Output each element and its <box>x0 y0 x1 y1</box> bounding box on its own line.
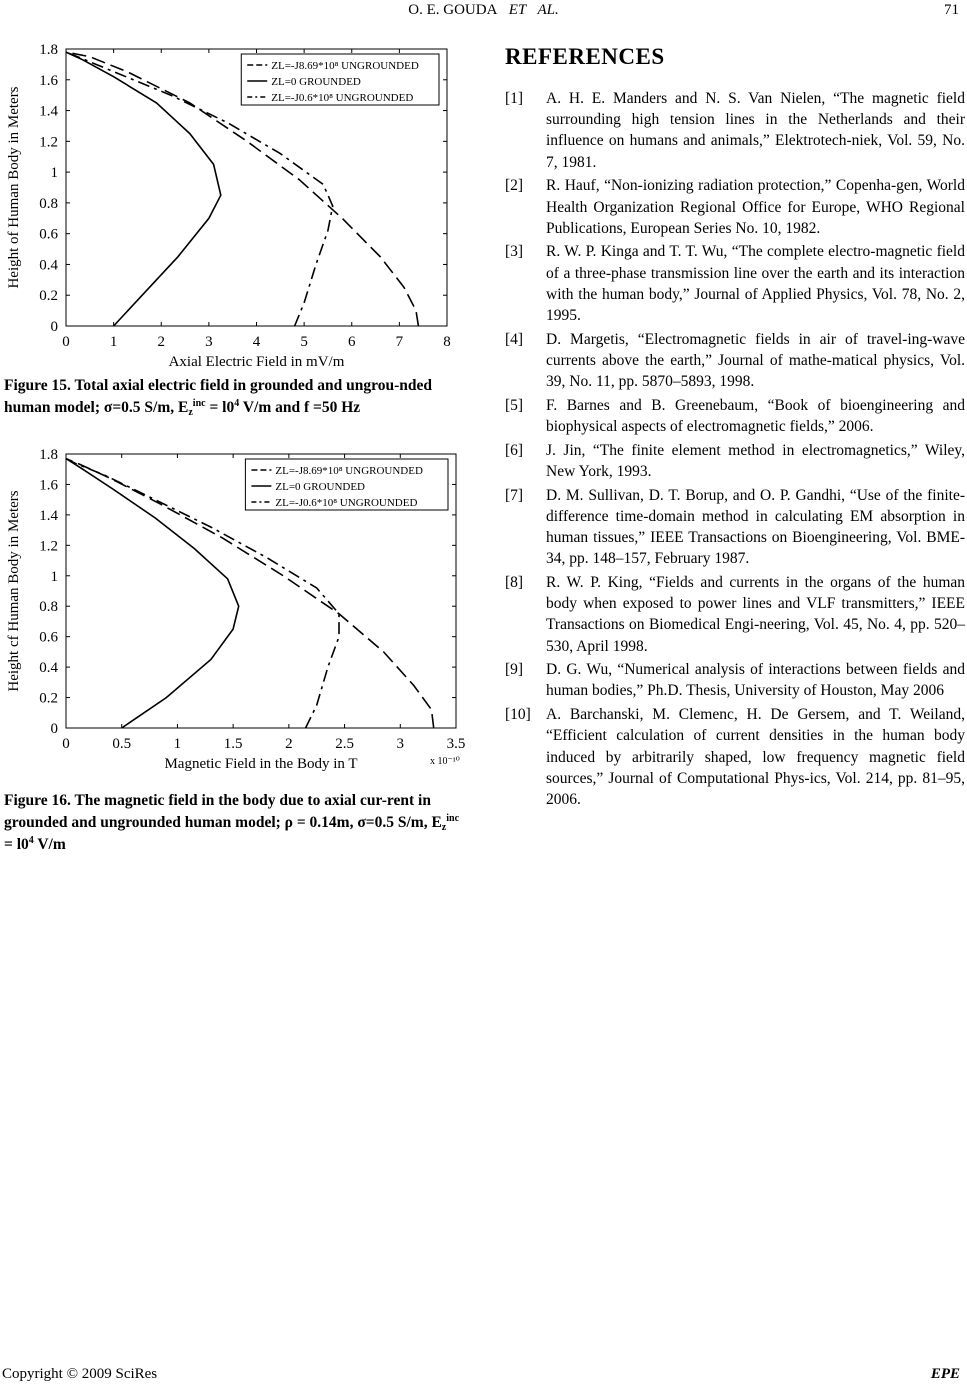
reference-text: A. Barchanski, M. Clemenc, H. De Gersem, and T. Weiland, “Efficient calculation of current densities in the human body induced by arbitrarily shaped, low frequency magnetic field sources,” Journal of Computational Phys-ics, Vol. 214, pp. 81–95, 2006. <box>546 706 965 808</box>
x-tick-label: 1.5 <box>223 736 243 752</box>
y-tick-label: 1.8 <box>39 447 58 463</box>
x-tick-label: 0.5 <box>112 736 132 752</box>
x-tick-label: 2 <box>285 736 293 752</box>
journal-abbrev: EPE <box>930 1366 960 1382</box>
y-tick-label: 0.8 <box>39 195 58 212</box>
x-tick-label: 3 <box>396 736 405 752</box>
reference-text: D. G. Wu, “Numerical analysis of interactions between fields and human bodies,” Ph.D. Thesis, University of Houston, May 2006 <box>546 661 965 700</box>
reference-item <box>505 572 965 657</box>
reference-text: R. Hauf, “Non-ionizing radiation protection,” Copenha-gen, World Health Organization Regional Office for Europe, WHO Regional Publications, European Series No. 10, 1982. <box>546 177 965 237</box>
reference-number: [3] <box>505 243 524 261</box>
legend-entry: ZL=0 GROUNDED <box>271 76 361 88</box>
page-header <box>0 2 967 22</box>
reference-item <box>505 88 965 173</box>
figure-15-plot <box>4 40 466 370</box>
x-tick-label: 2.5 <box>335 736 354 752</box>
references-heading: REFERENCES <box>505 44 665 69</box>
copyright-text: Copyright © 2009 SciRes <box>2 1366 158 1382</box>
x-tick-label: 6 <box>348 334 356 350</box>
y-tick-label: 1.4 <box>39 103 58 120</box>
figure-16-chart <box>4 440 466 780</box>
reference-item <box>505 485 965 570</box>
reference-text: D. Margetis, “Electromagnetic fields in air of travel-ing-wave currents above the earth,” Journal of mathe-matical physics, Vol. 39, No. 11, pp. 5870–5893, 1998. <box>546 330 965 391</box>
x-tick-label: 1 <box>109 334 118 350</box>
figure-16-caption: Figure 16. The magnetic field in the body due to axial cur-rent in grounded and ungrounded human model; ρ = 0.14m, σ=0.5 S/m, $E_z^{inc} = l0^4$ V/m <box>4 792 460 853</box>
x-tick-label: 3.5 <box>446 736 466 752</box>
reference-number: [4] <box>505 330 524 348</box>
y-tick-label: 1 <box>50 568 58 585</box>
reference-text: R. W. P. Kinga and T. T. Wu, “The complete electro-magnetic field of a three-phase transmission line over the earth and its interaction with the human body,” Journal of Applied Physics, Vol. 78, No. 2, 1995. <box>546 243 965 325</box>
y-tick-label: 1.4 <box>39 507 58 524</box>
x-tick-label: 8 <box>443 334 451 350</box>
reference-item <box>505 440 965 482</box>
reference-item <box>505 704 965 810</box>
x-tick-label: 1 <box>173 736 182 752</box>
reference-item <box>505 659 965 701</box>
y-tick-label: 0 <box>50 721 58 737</box>
y-tick-label: 0.2 <box>39 288 58 305</box>
x-tick-label: 5 <box>300 334 308 350</box>
y-tick-label: 0.4 <box>39 257 58 274</box>
et-text: ET <box>508 2 527 18</box>
reference-text: J. Jin, “The finite element method in electromagnetics,” Wiley, New York, 1993. <box>546 441 965 480</box>
x-axis-label: Magnetic Field in the Body in T <box>164 756 358 772</box>
x-multiplier-label: x 10⁻¹⁰ <box>430 756 460 767</box>
y-tick-label: 1.6 <box>39 72 58 89</box>
reference-text: A. H. E. Manders and N. S. Van Nielen, “The magnetic field surrounding high tension lines in the Netherlands and their influence on humans and animals,” Elektrotech-niek, Vol. 59, No. 7, 1981. <box>546 90 965 171</box>
reference-number: [2] <box>505 177 524 195</box>
reference-number: [6] <box>505 441 524 459</box>
author-names: O. E. GOUDA <box>408 2 498 18</box>
y-tick-label: 0.8 <box>39 599 58 616</box>
x-axis-label: Axial Electric Field in mV/m <box>168 354 345 370</box>
legend-entry: ZL=-J0.6*10⁸ UNGROUNDED <box>271 92 414 104</box>
figure-16-plot <box>4 440 466 780</box>
al-text: AL. <box>537 2 559 18</box>
reference-number: [9] <box>505 661 524 679</box>
y-tick-label: 0 <box>50 319 58 335</box>
references-list <box>505 88 965 813</box>
reference-text: R. W. P. King, “Fields and currents in the organs of the human body when exposed to power lines and VLF transmitters,” IEEE Transactions on Biomedical Engi-neering, Vol. 45, No. 4, pp. 520–530, April 1998. <box>546 573 965 655</box>
figure-15-caption: Figure 15. Total axial electric field in grounded and ungrou-nded human model; σ=0.5 S/m, $E_z^{inc} = l0^4$ V/m and f =50 Hz <box>4 377 433 418</box>
reference-text: F. Barnes and B. Greenebaum, “Book of bioengineering and biophysical aspects of electromagnetic fields,” 2006. <box>546 396 965 436</box>
y-tick-label: 1.2 <box>39 134 58 151</box>
reference-number: [5] <box>505 396 524 414</box>
y-tick-label: 0.4 <box>39 660 58 677</box>
x-tick-label: 0 <box>62 334 70 350</box>
y-tick-label: 0.6 <box>39 226 58 243</box>
series-line-solid <box>66 52 221 326</box>
reference-number: [8] <box>505 573 524 591</box>
reference-text: D. M. Sullivan, D. T. Borup, and O. P. Gandhi, “Use of the finite-difference time-domain method in calculating EM absorption in human tissues,” IEEE Transactions on Bioengineering, Vol. BME-34, pp. 148–157, February 1987. <box>546 486 965 568</box>
figure-15-chart <box>4 40 466 370</box>
reference-number: [10] <box>505 706 531 724</box>
x-tick-label: 4 <box>252 334 261 350</box>
y-tick-label: 1 <box>50 165 58 182</box>
x-tick-label: 7 <box>395 334 404 350</box>
running-head <box>0 2 967 19</box>
reference-item <box>505 175 965 239</box>
y-axis-label: Height cf Human Body in Meters <box>6 490 22 692</box>
page-footer <box>2 1366 962 1383</box>
y-tick-label: 0.6 <box>39 629 58 646</box>
y-tick-label: 0.2 <box>39 690 58 707</box>
y-tick-label: 1.2 <box>39 538 58 555</box>
x-tick-label: 3 <box>205 334 213 350</box>
reference-number: [1] <box>505 90 524 107</box>
reference-number: [7] <box>505 486 524 504</box>
x-tick-label: 0 <box>62 736 70 752</box>
legend-entry: ZL=-J0.6*10⁸ UNGROUNDED <box>275 497 418 509</box>
x-tick-label: 2 <box>157 334 165 350</box>
legend-entry: ZL=0 GROUNDED <box>275 481 366 493</box>
y-axis-label: Height of Human Body in Meters <box>6 86 22 289</box>
legend-entry: ZL=-J8.69*10⁸ UNGROUNDED <box>275 465 423 477</box>
reference-item <box>505 395 965 437</box>
legend-entry: ZL=-J8.69*10⁸ UNGROUNDED <box>271 60 419 72</box>
reference-item <box>505 329 965 393</box>
reference-item <box>505 241 965 326</box>
y-tick-label: 1.8 <box>39 42 58 58</box>
page-number: 71 <box>944 2 959 18</box>
y-tick-label: 1.6 <box>39 477 58 494</box>
